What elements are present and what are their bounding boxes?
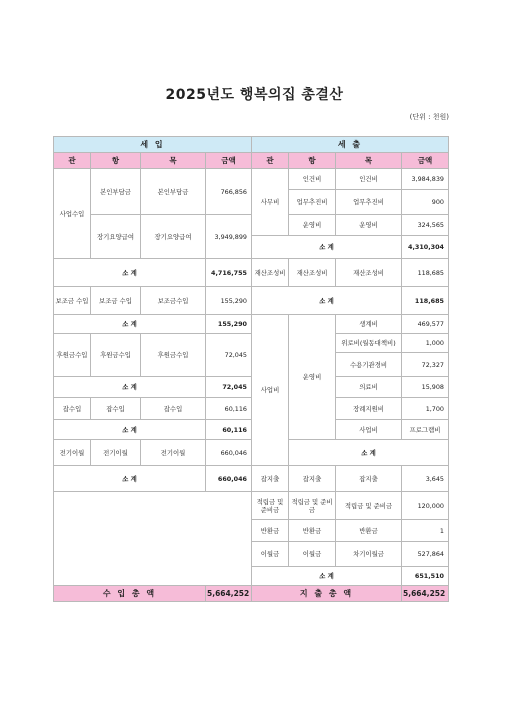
income-amount: 60,116 xyxy=(206,398,252,420)
table-row xyxy=(54,287,449,315)
expense-amount: 3,984,839 xyxy=(402,169,449,190)
expense-amount: 72,327 xyxy=(402,353,449,377)
income-hang: 장기요양급여 xyxy=(91,215,141,259)
expense-amount: 1,000 xyxy=(402,334,449,353)
income-empty-area xyxy=(54,492,252,586)
income-amount: 660,046 xyxy=(206,440,252,466)
income-gwan-donation: 후원금수입 xyxy=(54,334,91,377)
expense-mok: 장례지원비 xyxy=(336,398,402,420)
income-gwan-carryover: 전기이월 xyxy=(54,440,91,466)
expense-mok: 위로비(월동대책비) xyxy=(336,334,402,353)
income-gwan-subsidy: 보조금 수입 xyxy=(54,287,91,315)
expense-amount: 15,908 xyxy=(402,377,449,398)
income-mok: 잡수입 xyxy=(141,398,206,420)
income-gwan-misc: 잡수입 xyxy=(54,398,91,420)
expense-amount: 469,577 xyxy=(402,315,449,334)
income-hang: 전기이월 xyxy=(91,440,141,466)
income-subtotal-amount: 72,045 xyxy=(206,377,252,398)
income-col-amount: 금액 xyxy=(206,153,252,169)
income-mok: 본인부담금 xyxy=(141,169,206,215)
expense-mok: 차기이월금 xyxy=(336,542,402,567)
expense-section-header: 세 출 xyxy=(252,137,449,153)
expense-col-amount: 금액 xyxy=(402,153,449,169)
income-amount: 3,949,899 xyxy=(206,215,252,259)
income-subtotal-label: 소 계 xyxy=(54,466,206,492)
expense-mok: 잡지출 xyxy=(336,466,402,492)
table-row xyxy=(54,420,449,440)
expense-col-mok: 목 xyxy=(336,153,402,169)
expense-amount: 118,685 xyxy=(402,259,449,287)
table-row xyxy=(54,315,449,334)
expense-hang: 사업비 xyxy=(336,420,402,440)
expense-amount: 1,700 xyxy=(402,398,449,420)
expense-hang: 인건비 xyxy=(289,169,336,190)
income-amount: 155,290 xyxy=(206,287,252,315)
income-subtotal-label: 소 계 xyxy=(54,377,206,398)
expense-subtotal-amount: 4,310,304 xyxy=(402,236,449,259)
expense-subtotal-amount: 651,510 xyxy=(402,567,449,586)
column-header-row xyxy=(54,153,449,169)
income-subtotal-amount: 4,716,755 xyxy=(206,259,252,287)
expense-mok: 인건비 xyxy=(336,169,402,190)
expense-mok: 반환금 xyxy=(336,520,402,542)
income-mok: 후원금수입 xyxy=(141,334,206,377)
expense-amount: 3,645 xyxy=(402,466,449,492)
unit-note: (단위 : 천원) xyxy=(409,113,449,121)
expense-amount: 1 xyxy=(402,520,449,542)
expense-gwan-carryforward: 이월금 xyxy=(252,542,289,567)
table-row xyxy=(54,169,449,190)
table-row xyxy=(54,440,449,466)
income-mok: 전기이월 xyxy=(141,440,206,466)
income-subtotal-label: 소 계 xyxy=(54,420,206,440)
expense-col-hang: 항 xyxy=(289,153,336,169)
expense-mok: 의료비 xyxy=(336,377,402,398)
income-col-mok: 목 xyxy=(141,153,206,169)
expense-amount: 324,565 xyxy=(402,215,449,236)
page-title: 2025년도 행복의집 총결산 xyxy=(165,87,344,103)
expense-hang: 업무추진비 xyxy=(289,190,336,215)
table-row xyxy=(54,466,449,492)
expense-gwan-reserve: 적립금 및 준비금 xyxy=(252,492,289,520)
expense-subtotal-label: 소 계 xyxy=(252,567,402,586)
income-gwan-business: 사업수입 xyxy=(54,169,91,259)
expense-subtotal-amount: 118,685 xyxy=(402,287,449,315)
expense-gwan-refund: 반환금 xyxy=(252,520,289,542)
expense-gwan-office: 사무비 xyxy=(252,169,289,236)
income-hang: 후원금수입 xyxy=(91,334,141,377)
income-col-gwan: 관 xyxy=(54,153,91,169)
settlement-table xyxy=(53,136,449,602)
table-row xyxy=(54,259,449,287)
income-subtotal-amount: 60,116 xyxy=(206,420,252,440)
expense-hang: 운영비 xyxy=(289,215,336,236)
income-subtotal-amount: 155,290 xyxy=(206,315,252,334)
income-subtotal-amount: 660,046 xyxy=(206,466,252,492)
income-total-label: 수 입 총 액 xyxy=(54,586,206,602)
income-amount: 766,856 xyxy=(206,169,252,215)
table-row xyxy=(54,377,449,398)
expense-total-label: 지 출 총 액 xyxy=(252,586,402,602)
income-mok: 장기요양급여 xyxy=(141,215,206,259)
expense-amount: 120,000 xyxy=(402,492,449,520)
table-row xyxy=(54,398,449,420)
income-hang: 본인부담금 xyxy=(91,169,141,215)
totals-row xyxy=(54,586,449,602)
expense-total-amount: 5,664,252 xyxy=(402,586,449,602)
expense-mok: 운영비 xyxy=(336,215,402,236)
income-section-header: 세 입 xyxy=(54,137,252,153)
expense-gwan-project: 사업비 xyxy=(252,315,289,466)
expense-mok: 생계비 xyxy=(336,315,402,334)
expense-hang: 재산조성비 xyxy=(289,259,336,287)
expense-amount: 900 xyxy=(402,190,449,215)
income-hang: 잡수입 xyxy=(91,398,141,420)
income-subtotal-label: 소 계 xyxy=(54,259,206,287)
expense-hang: 적립금 및 준비금 xyxy=(289,492,336,520)
expense-subtotal-label: 소 계 xyxy=(252,236,402,259)
income-amount: 72,045 xyxy=(206,334,252,377)
expense-subtotal-label: 소 계 xyxy=(252,287,402,315)
income-col-hang: 항 xyxy=(91,153,141,169)
expense-hang: 이월금 xyxy=(289,542,336,567)
expense-subtotal-label: 소 계 xyxy=(289,440,449,466)
expense-hang: 반환금 xyxy=(289,520,336,542)
expense-mok: 재산조성비 xyxy=(336,259,402,287)
income-mok: 보조금수입 xyxy=(141,287,206,315)
expense-hang: 운영비 xyxy=(289,315,336,440)
table-row xyxy=(54,334,449,353)
expense-amount: 527,864 xyxy=(402,542,449,567)
expense-col-gwan: 관 xyxy=(252,153,289,169)
expense-mok: 적립금 및 준비금 xyxy=(336,492,402,520)
expense-mok: 프로그램비 xyxy=(402,420,449,440)
expense-mok: 수용기관경비 xyxy=(336,353,402,377)
expense-mok: 업무추진비 xyxy=(336,190,402,215)
table-row xyxy=(54,492,449,520)
section-header-row xyxy=(54,137,449,153)
expense-gwan-misc: 잡지출 xyxy=(252,466,289,492)
income-hang: 보조금 수입 xyxy=(91,287,141,315)
income-subtotal-label: 소 계 xyxy=(54,315,206,334)
expense-gwan-property: 재산조성비 xyxy=(252,259,289,287)
income-total-amount: 5,664,252 xyxy=(206,586,252,602)
table-row xyxy=(54,215,449,236)
expense-hang: 잡지출 xyxy=(289,466,336,492)
